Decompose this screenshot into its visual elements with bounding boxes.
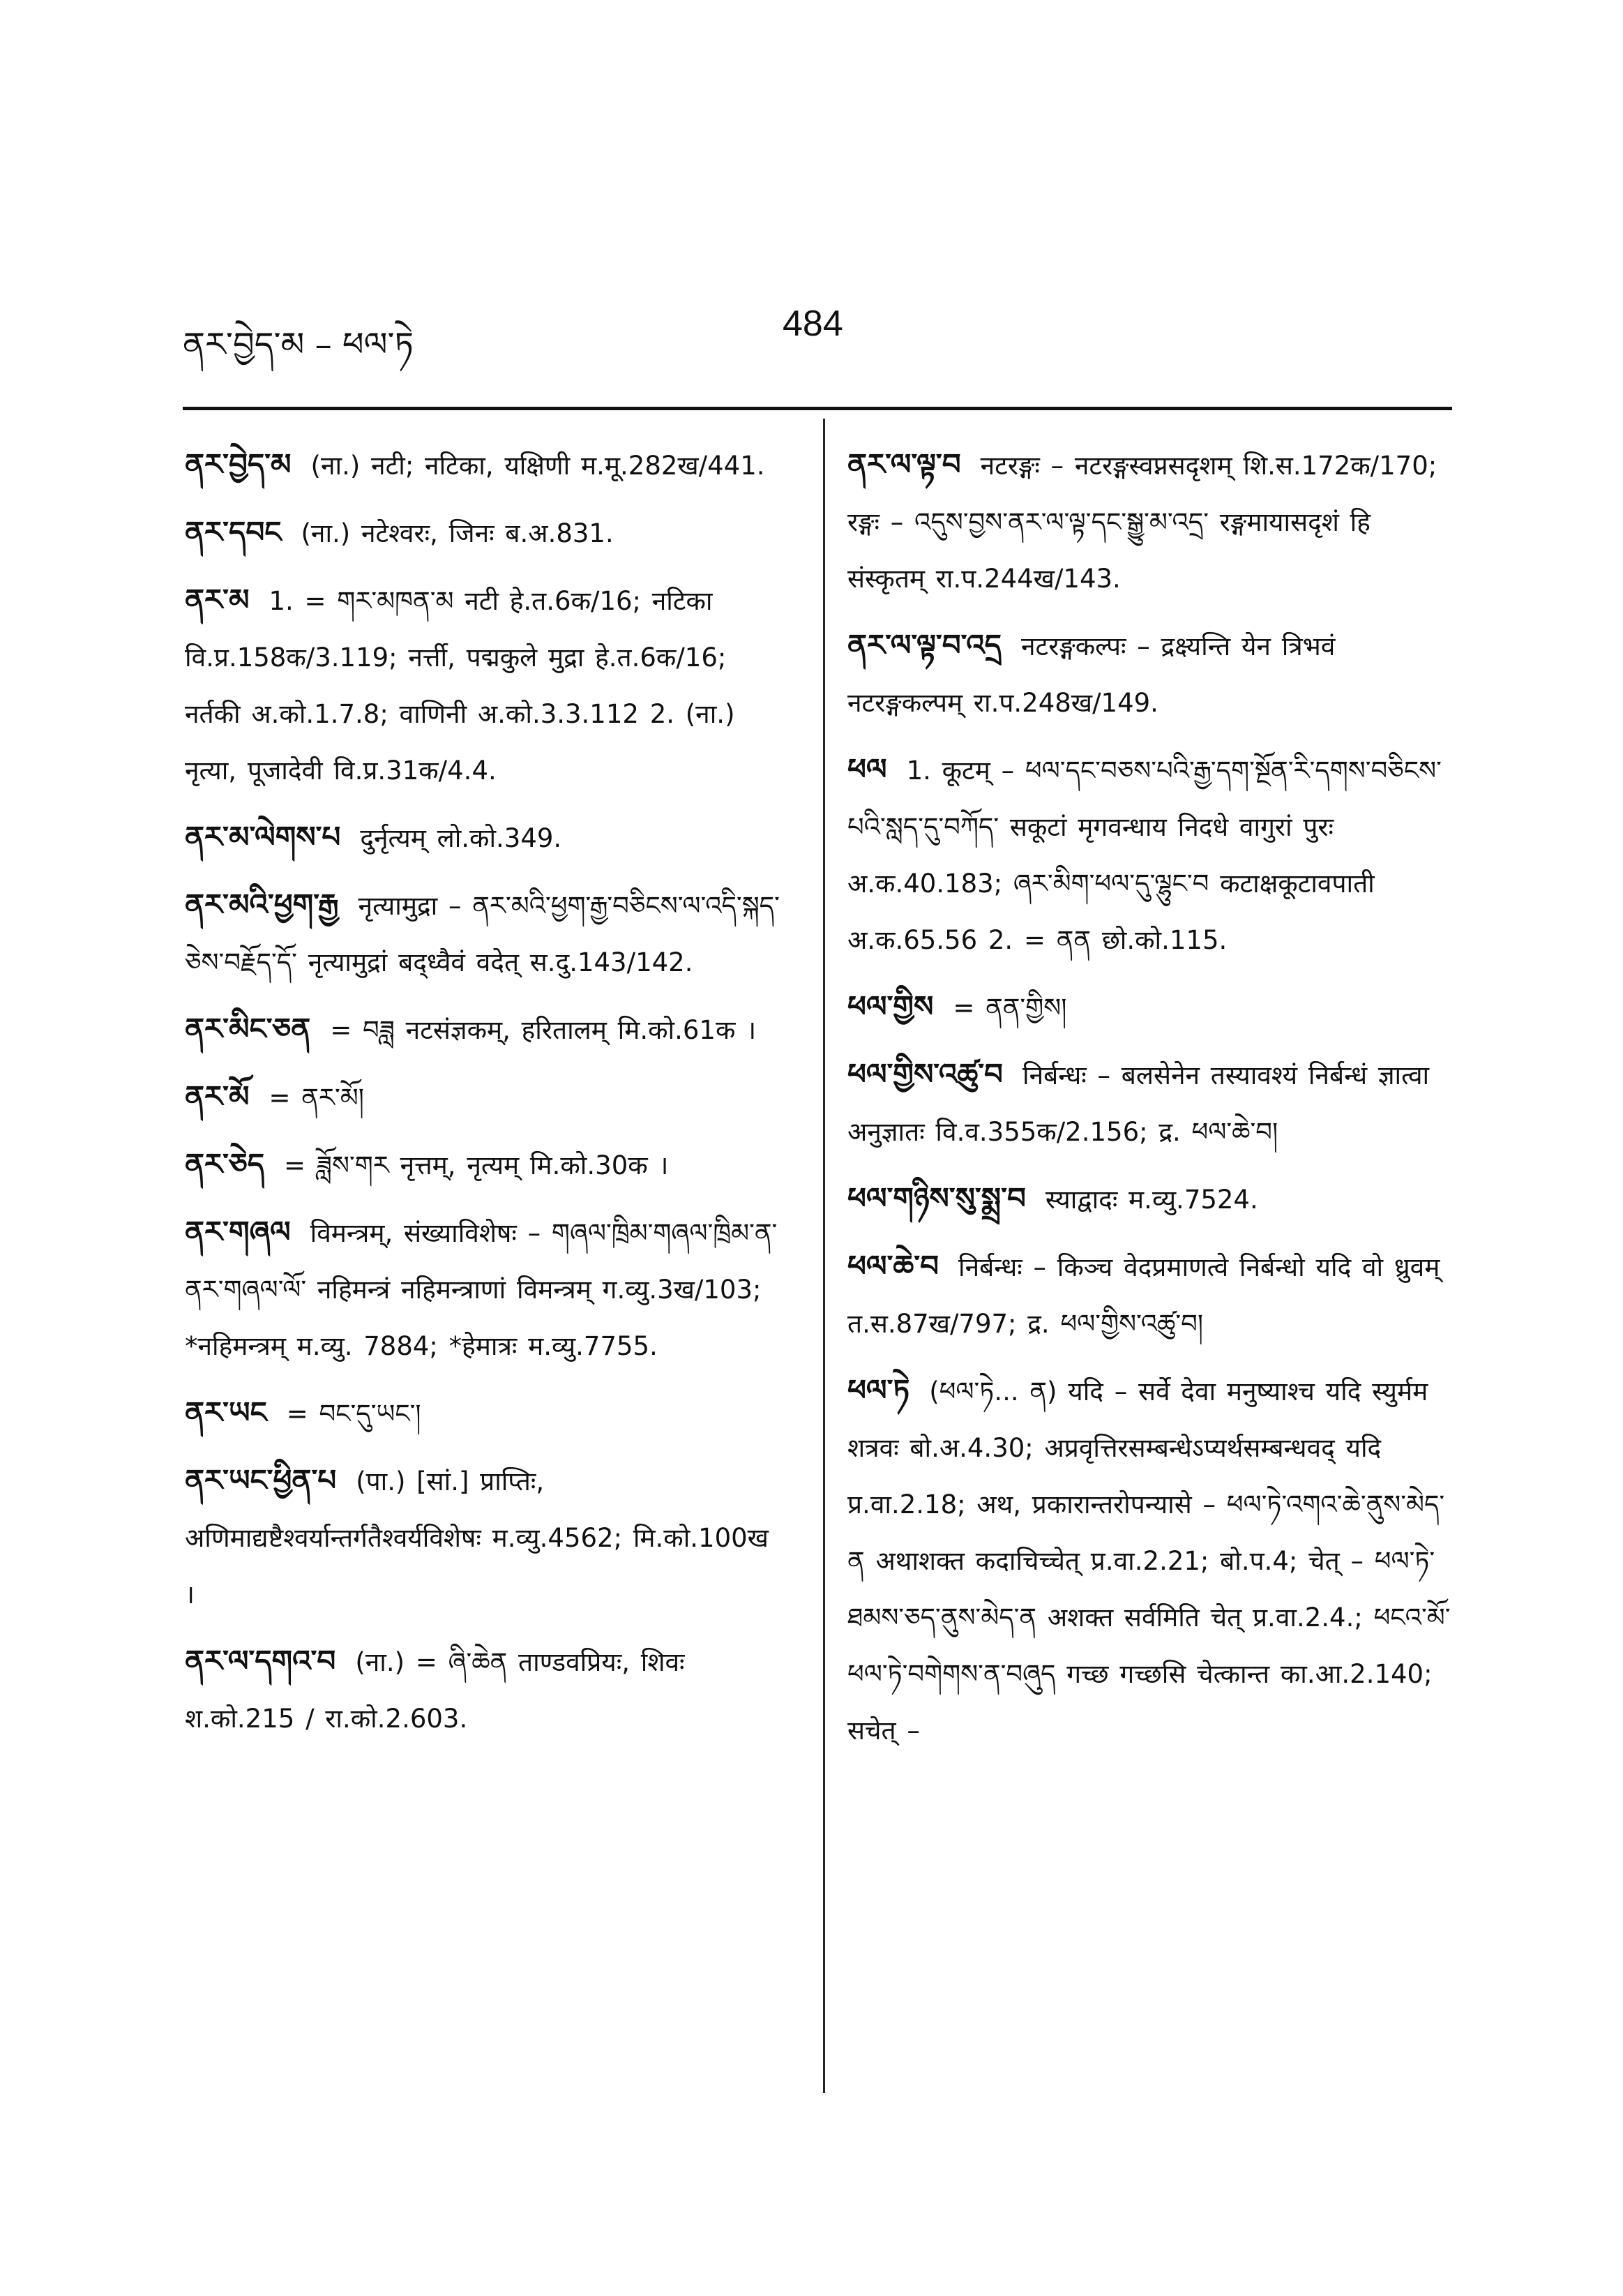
- right-column: [847, 436, 1451, 1769]
- page-number: 484: [783, 303, 843, 344]
- left-column: [185, 436, 785, 1757]
- dictionary-entry: [847, 1238, 1451, 1352]
- entry-headword: ནར་ཅེད: [185, 1147, 265, 1181]
- entry-headword: ནར་མའི་ཕྱག་རྒྱ: [185, 887, 339, 922]
- dictionary-entry: [185, 1452, 785, 1623]
- entry-headword: ནར་དབང: [185, 515, 282, 549]
- entry-definition: = ནར་མོ།: [269, 1083, 364, 1113]
- dictionary-entry: [185, 571, 785, 799]
- entry-definition: (ना.) नटेश्वरः, जिनः ब.अ.831.: [301, 518, 614, 548]
- entry-headword: ཕལ་གྱིས: [847, 989, 934, 1023]
- entry-headword: ནར་མ་ལེགས་པ: [185, 820, 341, 854]
- entry-definition: विमन्त्रम्, संख्याविशेषः – གཞལ་ཁྲིམ་གཞལ་ཁྲིམ་ན་ནར་གཞལ་ལོ་ नहिमन्त्रं नहिमन्त्राणां विमन्त्रम् ग.व्यु.3ख/103; *नहिमन्त्रम् म.व्यु. 7884; *हेमात्रः म.व्यु.7755.: [185, 1218, 778, 1361]
- entry-headword: ནར་ཡང: [185, 1395, 267, 1430]
- dictionary-entry: [185, 809, 785, 866]
- entry-definition: 1. कूटम् – ཕལ་དང་བཅས་པའི་རྒྱ་དག་སྔོན་རི་དགས་བཅིངས་པའི་སླད་དུ་བཀོད་ सकूटां मृगवन्धाय निदधे वागुरां पुरः अ.क.40.183; ཞར་མིག་ཕལ་དུ་ལྷུང་བ कटाक्षकूटावपाती अ.क.65.56 2. = ནན छो.को.115.: [847, 756, 1442, 955]
- entry-headword: ཕལ་ཏེ: [847, 1373, 910, 1407]
- entry-headword: ནར་ལ་ལྟ་བ: [847, 447, 961, 481]
- dictionary-entry: [847, 1170, 1451, 1228]
- dictionary-entry: [185, 436, 785, 494]
- entry-definition: 1. = གར་མཁན་མ नटी हे.त.6क/16; नटिका वि.प्र.158क/3.119; नर्त्ती, पद्मकुले मुद्रा हे.त.6क/16; नर्तकी अ.को.1.7.8; वाणिनी अ.को.3.3.112 2. (ना.) नृत्या, पूजादेवी वि.प्र.31क/4.4.: [185, 586, 735, 786]
- entry-definition: (ཕལ་ཏེ... ན) यदि – सर्वे देवा मनुष्याश्च यदि स्युर्मम शत्रवः बो.अ.4.30; अप्रवृत्तिरसम्बन्धेऽप्यर्थसम्बन्धवद् यदि प्र.वा.2.18; अथ, प्रकारान्तरोपन्यासे – ཕལ་ཏེ་འགའ་ཆེ་ནུས་མེད་ན अथाशक्त कदाचिच्चेत् प्र.वा.2.21; बो.प.4; चेत् – ཕལ་ཏེ་ཐམས་ཅད་ནུས་མེད་ན अशक्त सर्वमिति चेत् प्र.वा.2.4.; ཕངའ་མོ་ཕལ་ཏེ་བགེགས་ན་བཞུད गच्छ गच्छसि चेत्कान्त का.आ.2.140; सचेत् –: [847, 1376, 1451, 1746]
- entry-definition: = ཟློས་གར नृत्तम्, नृत्यम् मि.को.30क ।: [284, 1150, 669, 1180]
- dictionary-entry: [185, 876, 785, 991]
- entry-definition: निर्बन्धः – बलसेनेन तस्यावश्यं निर्बन्धं ज्ञात्वा अनुज्ञातः वि.व.355क/2.156; द्र. ཕལ་ཆེ་བ།: [847, 1060, 1430, 1147]
- entry-definition: (ना.) नटी; नटिका, यक्षिणी म.मू.282ख/441.: [310, 451, 765, 481]
- entry-headword: ནར་གཞལ: [185, 1215, 291, 1249]
- entry-headword: ནར་མིང་ཅན: [185, 1012, 311, 1046]
- entry-headword: ནར་ཡང་ཕྱིན་པ: [185, 1463, 337, 1497]
- entry-headword: ནར་མོ: [185, 1079, 250, 1113]
- dictionary-entry: [185, 1136, 785, 1194]
- dictionary-entry: [847, 978, 1451, 1036]
- entry-headword: ནར་མ: [185, 583, 250, 617]
- dictionary-entry: [185, 1384, 785, 1442]
- dictionary-entry: [185, 1633, 785, 1747]
- entry-headword: ཕལ: [847, 752, 887, 786]
- column-divider: [823, 419, 825, 2093]
- entry-headword: ནར་ལ་ལྟ་བ་འདྲ: [847, 628, 1002, 662]
- dictionary-entry: [847, 617, 1451, 731]
- entry-definition: नटरङ्गः – नटरङ्गस्वप्नसदृशम् शि.स.172क/170; रङ्गः – འདུས་བྱས་ནར་ལ་ལྟ་དང་སྒྱུ་མ་འདྲ་ रङ्गमायासदृशं हि संस्कृतम् रा.प.244ख/143.: [847, 451, 1437, 594]
- entry-definition: निर्बन्धः – किञ्च वेदप्रमाणत्वे निर्बन्धो यदि वो ध्रुवम् त.स.87ख/797; द्र. ཕལ་གྱིས་འཚུ་བ།: [847, 1252, 1440, 1339]
- dictionary-entry: [847, 436, 1451, 607]
- dictionary-entry: [847, 1046, 1451, 1160]
- entry-definition: (ना.) = ཞི་ཆེན ताण्डवप्रियः, शिवः श.को.215 / रा.को.2.603.: [185, 1647, 685, 1734]
- entry-definition: (पा.) [सां.] प्राप्तिः, अणिमाद्यष्टैश्वर्यान्तर्गतैश्वर्यविशेषः म.व्यु.4562; मि.को.100ख ।: [185, 1466, 769, 1610]
- entry-definition: स्याद्वादः म.व्यु.7524.: [1045, 1185, 1258, 1215]
- entry-definition: = ནན་གྱིས།: [953, 993, 1067, 1023]
- entry-definition: नृत्यामुद्रा – ནར་མའི་ཕྱག་རྒྱ་བཅིངས་ལ་འདི་སྐད་ཅེས་བརྗོད་དོ་ नृत्यामुद्रां बद्ध्वैवं वदेत् स.दु.143/142.: [185, 891, 780, 977]
- page-header: [183, 303, 1452, 364]
- dictionary-entry: [185, 504, 785, 562]
- entry-headword: ནར་བྱེད་མ: [185, 447, 292, 481]
- entry-definition: नटरङ्गकल्पः – द्रक्ष्यन्ति येन त्रिभवं नटरङ्गकल्पम् रा.प.248ख/149.: [847, 631, 1336, 718]
- dictionary-entry: [847, 741, 1451, 968]
- running-head: ནར་བྱེད་མ – ཕལ་ཏེ: [183, 325, 414, 364]
- dictionary-entry: [185, 1068, 785, 1126]
- entry-headword: ནར་ལ་དགའ་བ: [185, 1644, 336, 1678]
- entry-headword: ཕལ་གྱིས་འཚུ་བ: [847, 1057, 1003, 1091]
- header-rule: [183, 407, 1452, 410]
- entry-definition: = བཟླ नटसंज्ञकम्, हरितालम् मि.को.61क ।: [330, 1015, 757, 1045]
- entry-headword: ཕལ་གཉིས་སུ་སྨྲ་བ: [847, 1181, 1026, 1215]
- entry-definition: = བང་དུ་ཡང་།: [286, 1399, 421, 1429]
- entry-definition: दुर्नृत्यम् लो.को.349.: [360, 823, 562, 853]
- dictionary-entry: [847, 1362, 1451, 1759]
- dictionary-entry: [185, 1203, 785, 1374]
- dictionary-entry: [185, 1000, 785, 1058]
- entry-headword: ཕལ་ཆེ་བ: [847, 1249, 939, 1283]
